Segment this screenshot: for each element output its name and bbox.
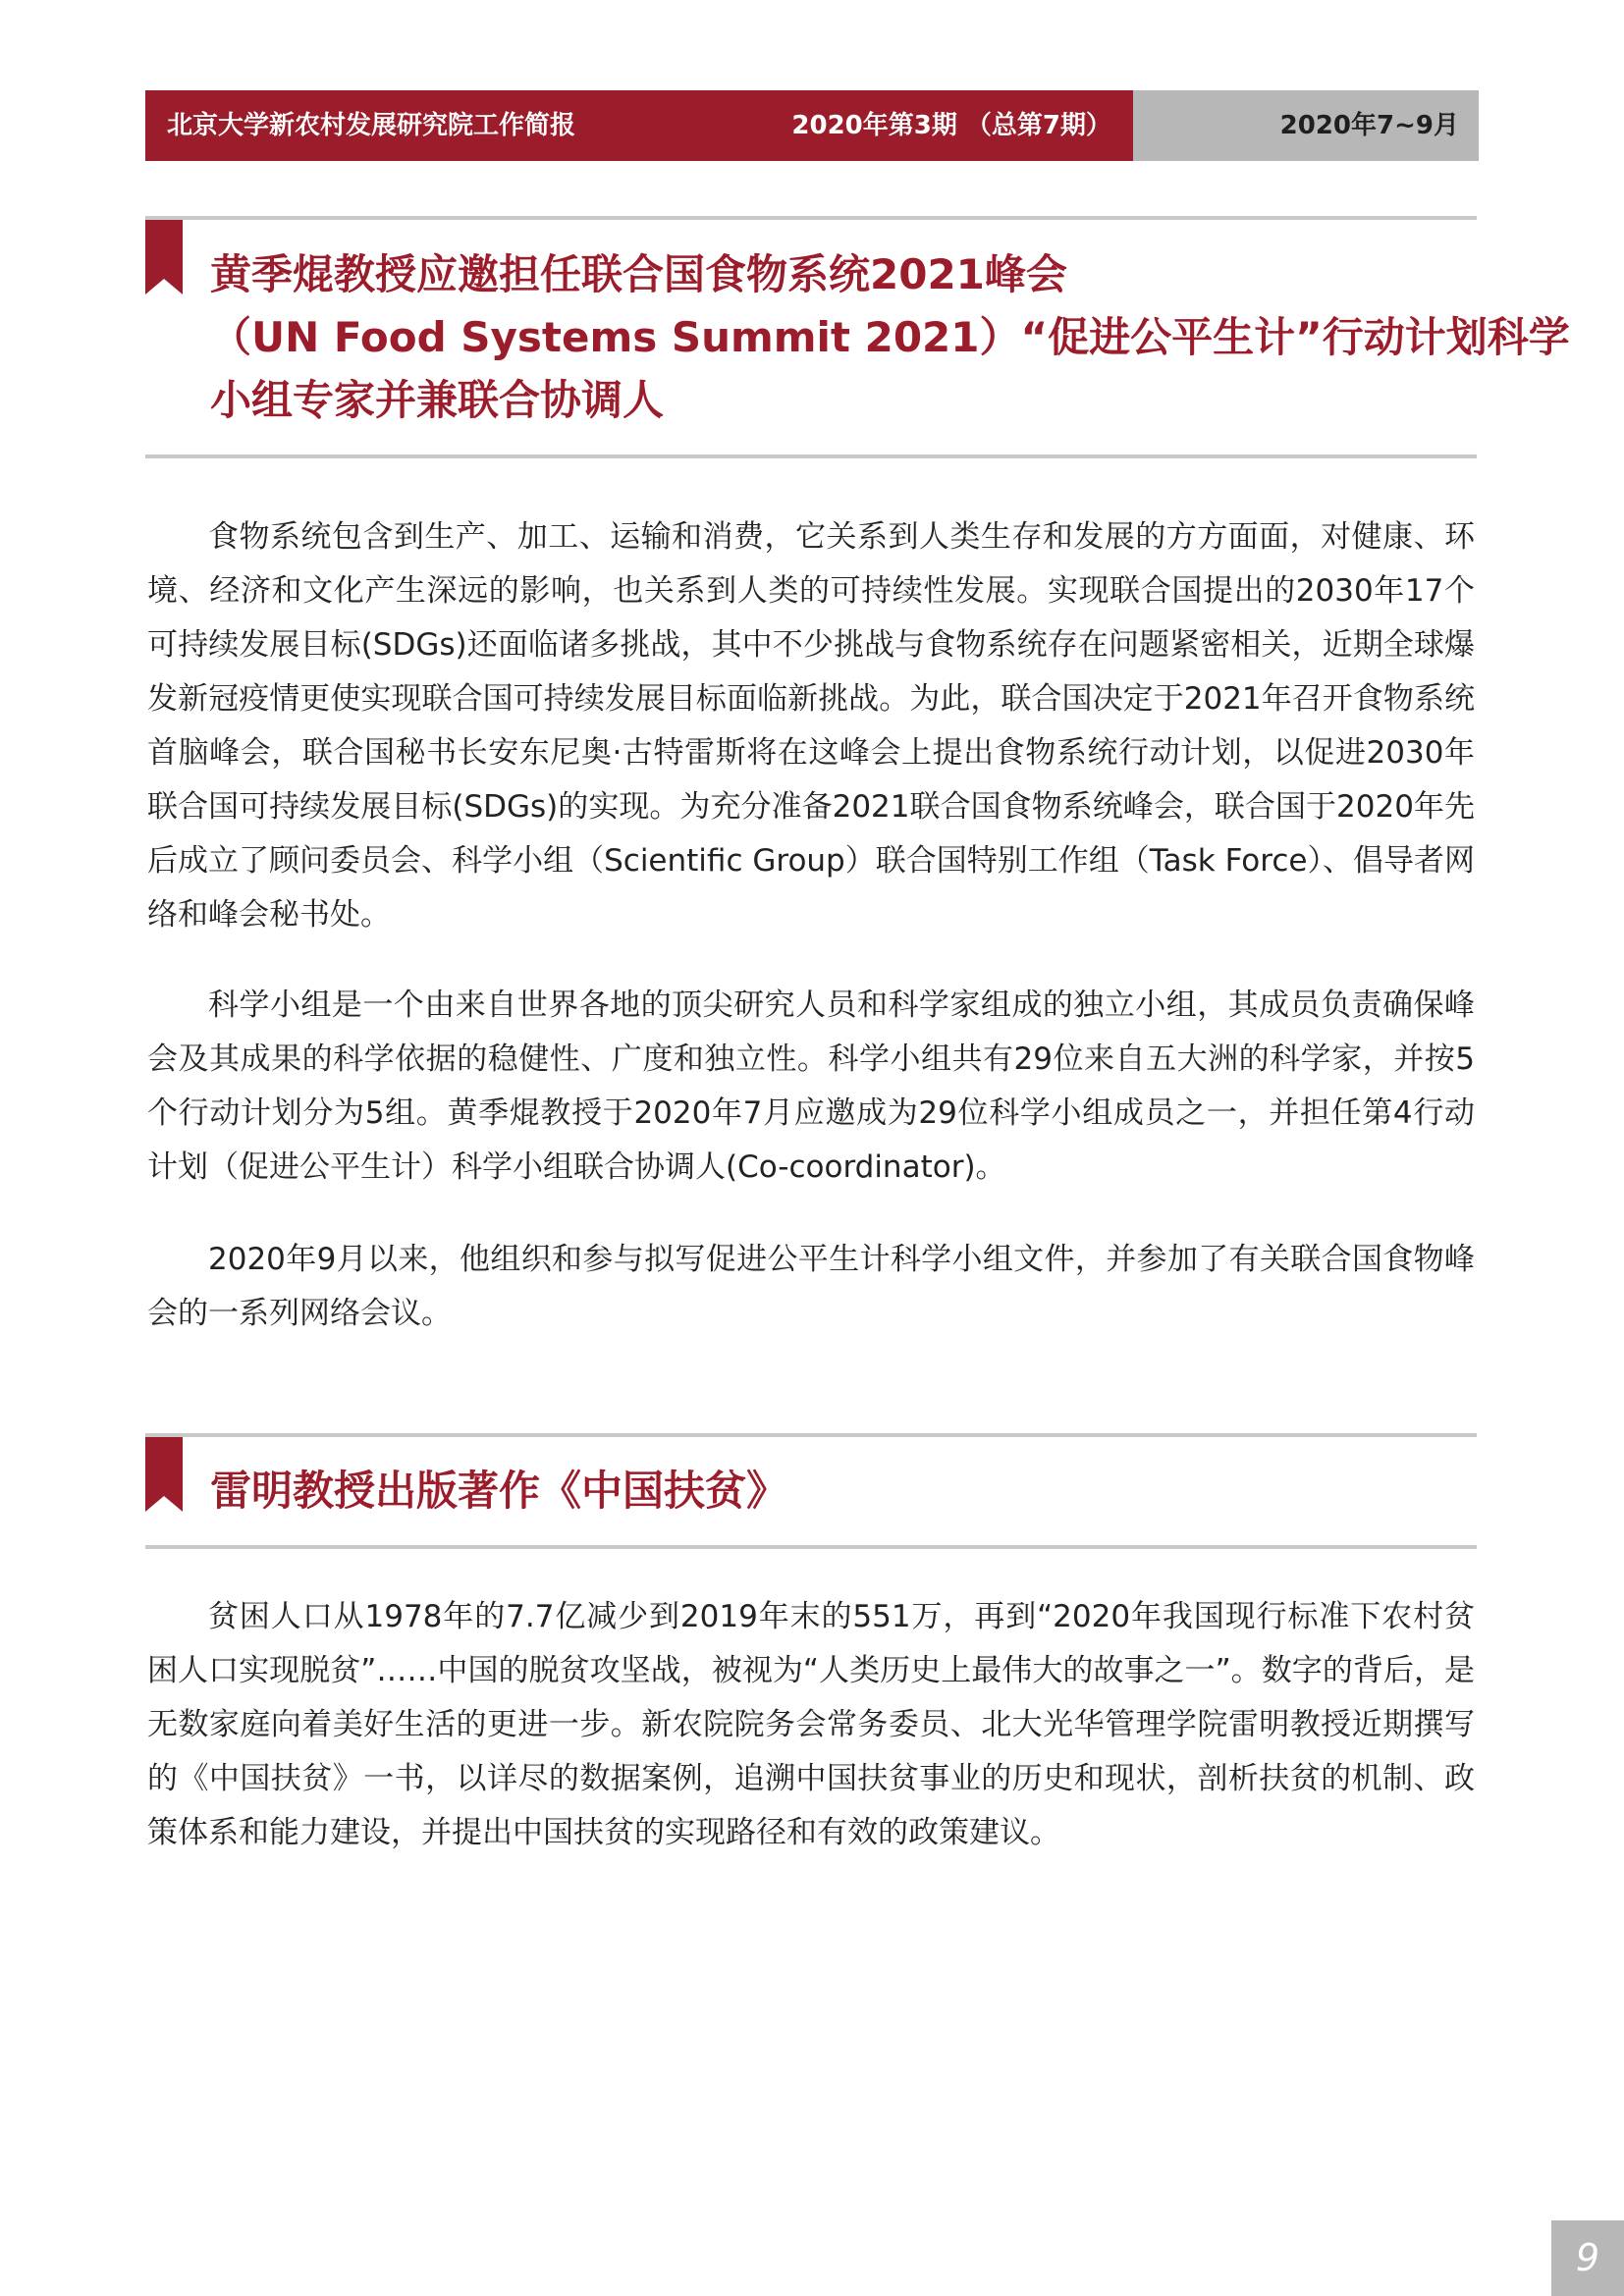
section-2-title-line: 雷明教授出版著作《中国扶贫》 [210, 1467, 788, 1515]
page-header [145, 90, 1479, 161]
header-band-red [145, 90, 1133, 161]
section-2-top-rule [145, 1433, 1477, 1437]
header-issue: 2020年第3期 （总第7期） [791, 111, 1111, 140]
page-number: 9 [1551, 2220, 1624, 2296]
section-2-bookmark-icon [145, 1437, 183, 1512]
section-1-title-line: 黄季焜教授应邀担任联合国食物系统2021峰会 [210, 250, 1067, 298]
header-date: 2020年7~9月 [1279, 111, 1459, 140]
header-org: 北京大学新农村发展研究院工作简报 [167, 111, 576, 140]
section-1-paragraph-3: 2020年9月以来，他组织和参与拟写促进公平生计科学小组文件，并参加了有关联合国食物峰会的一系列网络会议。 [147, 1242, 1475, 1331]
section-1-title [210, 243, 1570, 432]
section-2-paragraph-1: 贫困人口从1978年的7.7亿减少到2019年末的551万，再到“2020年我国现行标准下农村贫困人口实现脱贫”……中国的脱贫攻坚战，被视为“人类历史上最伟大的故事之一”。数字的背后，是无数家庭向着美好生活的更进一步。新农院院务会常务委员、北大光华管理学院雷明教授近期撰写的《中国扶贫》一书，以详尽的数据案例，追溯中国扶贫事业的历史和现状，剖析扶贫的机制、政策体系和能力建设，并提出中国扶贫的实现路径和有效的政策建议。 [147, 1599, 1475, 1850]
section-2-title [210, 1460, 1477, 1522]
section-1-title-line: 小组专家并兼联合协调人 [210, 376, 665, 424]
header-band-gray [1133, 90, 1479, 161]
section-1-paragraph-1: 食物系统包含到生产、加工、运输和消费，它关系到人类生存和发展的方方面面，对健康、环境、经济和文化产生深远的影响，也关系到人类的可持续性发展。实现联合国提出的2030年17个可持续发展目标(SDGs)还面临诸多挑战，其中不少挑战与食物系统存在问题紧密相关，近期全球爆发新冠疫情更使实现联合国可持续发展目标面临新挑战。为此，联合国决定于2021年召开食物系统首脑峰会，联合国秘书长安东尼奥·古特雷斯将在这峰会上提出食物系统行动计划，以促进2030年联合国可持续发展目标(SDGs)的实现。为充分准备2021联合国食物系统峰会，联合国于2020年先后成立了顾问委员会、科学小组（Scientific Group）联合国特别工作组（Task Force）、倡导者网络和峰会秘书处。 [147, 519, 1475, 933]
section-1-bottom-rule [145, 454, 1477, 458]
section-1-title-line: （UN Food Systems Summit 2021）“促进公平生计”行动计划科学 [210, 313, 1570, 361]
section-1-bookmark-icon [145, 220, 183, 294]
section-1-paragraph-2: 科学小组是一个由来自世界各地的顶尖研究人员和科学家组成的独立小组，其成员负责确保峰会及其成果的科学依据的稳健性、广度和独立性。科学小组共有29位来自五大洲的科学家，并按5个行动计划分为5组。黄季焜教授于2020年7月应邀成为29位科学小组成员之一，并担任第4行动计划（促进公平生计）科学小组联合协调人(Co-coordinator)。 [147, 988, 1475, 1185]
section-1-top-rule [145, 216, 1477, 220]
section-2-bottom-rule [145, 1545, 1477, 1549]
